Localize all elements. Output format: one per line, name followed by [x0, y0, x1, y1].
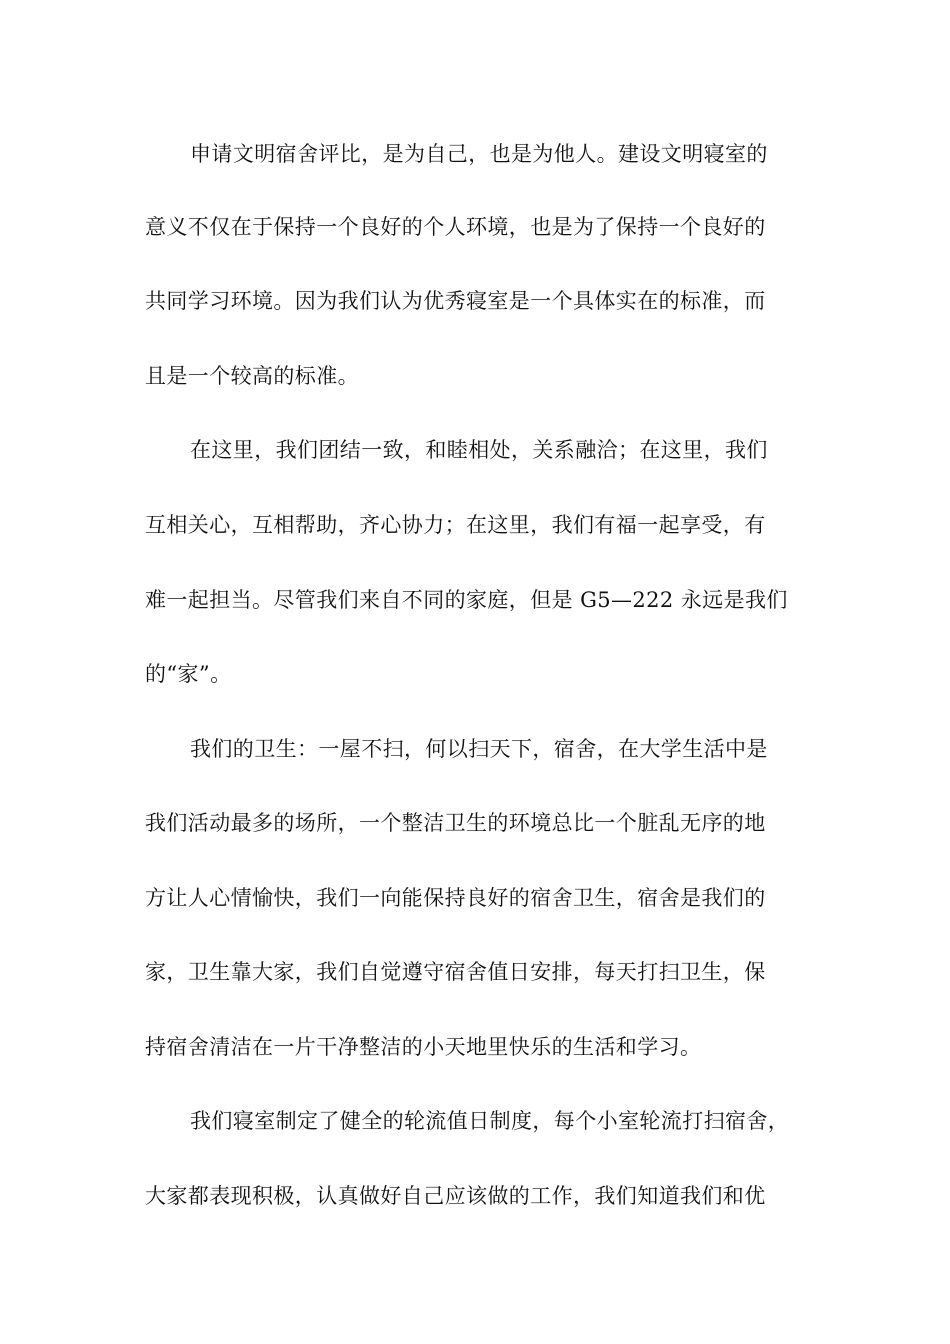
paragraph-3-line-4: 家，卫生靠大家，我们自觉遵守宿舍值日安排，每天打扫卫生，保 [145, 960, 766, 984]
paragraph-3-line-2: 我们活动最多的场所，一个整洁卫生的环境总比一个脏乱无序的地 [145, 811, 766, 835]
paragraph-2-line-2: 互相关心，互相帮助，齐心协力；在这里，我们有福一起享受，有 [145, 513, 766, 537]
paragraph-1-line-1: 申请文明宿舍评比，是为自己，也是为他人。建设文明寝室的 [190, 142, 768, 166]
paragraph-1-line-3: 共同学习环境。因为我们认为优秀寝室是一个具体实在的标准，而 [145, 289, 766, 313]
paragraph-1-line-2: 意义不仅在于保持一个良好的个人环境，也是为了保持一个良好的 [145, 215, 766, 239]
paragraph-3-line-1: 我们的卫生：一屋不扫，何以扫天下，宿舍，在大学生活中是 [190, 737, 768, 761]
paragraph-4-line-2: 大家都表现积极，认真做好自己应该做的工作，我们知道我们和优 [145, 1184, 766, 1208]
paragraph-2-line-4: 的“家”。 [145, 662, 232, 686]
paragraph-1-line-4: 且是一个较高的标准。 [145, 364, 359, 388]
paragraph-4-line-1: 我们寝室制定了健全的轮流值日制度，每个小室轮流打扫宿舍， [190, 1109, 790, 1133]
paragraph-3-line-5: 持宿舍清洁在一片干净整洁的小天地里快乐的生活和学习。 [145, 1035, 702, 1059]
paragraph-2-line-3: 难一起担当。尽管我们来自不同的家庭，但是 G5—222 永远是我们 [145, 588, 788, 612]
paragraph-2-line-1: 在这里，我们团结一致，和睦相处，关系融洽；在这里，我们 [190, 438, 768, 462]
paragraph-3-line-3: 方让人心情愉快，我们一向能保持良好的宿舍卫生，宿舍是我们的 [145, 886, 766, 910]
